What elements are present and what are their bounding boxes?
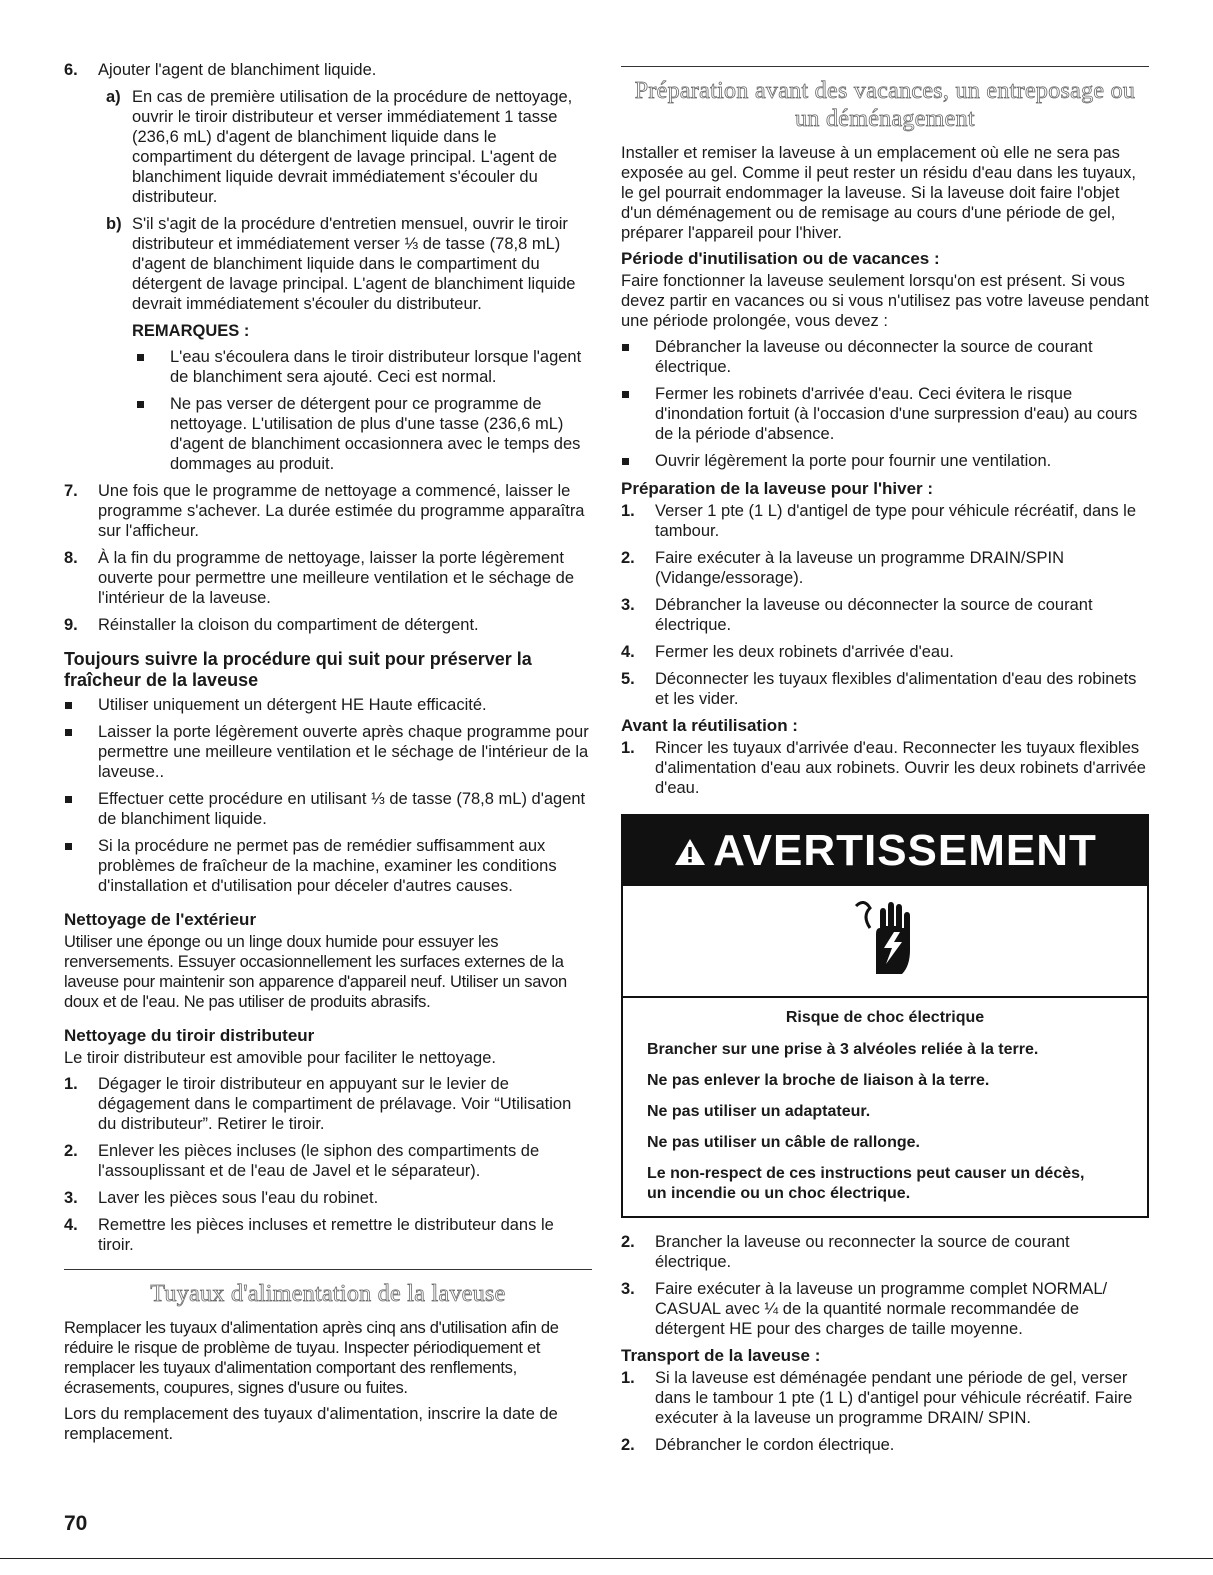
step-text: À la fin du programme de nettoyage, laisser la porte légèrement ouverte pour permettre une meilleure ventilation et le séchage de l'intérieur de la laveuse. — [98, 549, 575, 607]
vacation-heading: Période d'inutilisation ou de vacances : — [621, 249, 940, 268]
step-number: 5. — [621, 670, 635, 688]
hoses-paragraph: Remplacer les tuyaux d'alimentation après cinq ans d'utilisation afin de réduire le risque de problème de tuyau. Inspecter périodiquement et remplacer les tuyaux d'alimentation comportant des renflements, écrasements, coupures, signes d'usure ou fuites. — [64, 1319, 559, 1397]
remarks-list — [132, 347, 592, 474]
winter-step — [621, 501, 1149, 541]
step-text: Débrancher la laveuse ou déconnecter la source de courant électrique. — [655, 596, 1093, 634]
step-9 — [64, 615, 592, 635]
step-number: 4. — [621, 643, 635, 661]
step-number: 2. — [621, 1436, 635, 1454]
electric-shock-hand-icon — [850, 894, 920, 989]
remark-item: Ne pas verser de détergent pour ce programme de nettoyage. L'utilisation de plus d'une tasse (236,6 mL) d'agent de blanchiment occasionnera avec le temps des dommages au produit. — [132, 394, 592, 474]
reuse-step — [621, 738, 1149, 798]
remarks-title: REMARQUES : — [132, 322, 250, 340]
reuse-step — [621, 1232, 1149, 1272]
bottom-rule — [0, 1558, 1213, 1559]
vacation-intro: Faire fonctionner la laveuse seulement lorsqu'on est présent. Si vous devez partir en vacances ou si vous n'utilisez pas votre laveuse pendant une période prolongée, vous devez : — [621, 272, 1149, 330]
step-text: Débrancher le cordon électrique. — [655, 1436, 895, 1454]
dispenser-step — [64, 1215, 592, 1255]
sub-step-letter: b) — [106, 215, 122, 233]
step-number: 3. — [64, 1189, 78, 1207]
step-number: 1. — [621, 1369, 635, 1387]
step-number: 2. — [621, 1233, 635, 1251]
reuse-heading: Avant la réutilisation : — [621, 716, 798, 735]
warning-risk: Risque de choc électrique — [785, 1009, 985, 1026]
step-text: Faire exécuter à la laveuse un programme complet NORMAL/ CASUAL avec ¼ de la quantité normale recommandée de détergent HE pour des charges de taille moyenne. — [655, 1280, 1108, 1338]
step-number: 1. — [621, 502, 635, 520]
step-text: Ajouter l'agent de blanchiment liquide. — [98, 61, 377, 79]
sub-step-text: S'il s'agit de la procédure d'entretien mensuel, ouvrir le tiroir distributeur et immédiatement verser ⅓ de tasse (78,8 mL) d'agent de blanchiment liquide dans le compartiment du détergent de lavage principal. L'agent de blanchiment liquide devrait immédiatement s'écouler du distributeur. — [132, 215, 576, 313]
section-divider — [64, 1269, 592, 1270]
winter-step — [621, 642, 1149, 662]
warning-body — [623, 998, 1147, 1216]
step-number: 2. — [621, 549, 635, 567]
sub-step-text: En cas de première utilisation de la procédure de nettoyage, ouvrir le tiroir distributeur et verser immédiatement 1 tasse (236,6 mL) d'agent de blanchiment liquide dans le compartiment du détergent de lavage principal. L'agent de blanchiment liquide devrait immédiatement s'écouler du distributeur. — [132, 88, 573, 206]
warning-box — [621, 814, 1149, 1218]
vacation-bullet: Fermer les robinets d'arrivée d'eau. Ceci évitera le risque d'inondation fortuit (à l'occasion d'une surpression d'eau) au cours de la période d'absence. — [621, 384, 1149, 444]
exterior-text: Utiliser une éponge ou un linge doux humide pour essuyer les renversements. Essuyer occasionnellement les surfaces externes de la laveuse pour maintenir son apparence d'appareil neuf. Utiliser un savon doux et de l'eau. Ne pas utiliser de produits abrasifs. — [64, 933, 567, 1011]
exterior-heading: Nettoyage de l'extérieur — [64, 910, 257, 929]
prep-section-title: Préparation avant des vacances, un entreposage ou un déménagement — [634, 78, 1136, 132]
step-number: 2. — [64, 1142, 78, 1160]
step-6b — [98, 214, 592, 314]
page-number: 70 — [64, 1512, 88, 1535]
step-8 — [64, 548, 592, 608]
winter-step — [621, 595, 1149, 635]
dispenser-step — [64, 1074, 592, 1134]
right-column — [621, 60, 1149, 1462]
vacation-bullet: Ouvrir légèrement la porte pour fournir une ventilation. — [621, 451, 1149, 471]
step-number: 4. — [64, 1216, 78, 1234]
winter-heading: Préparation de la laveuse pour l'hiver : — [621, 479, 934, 498]
step-text: Faire exécuter à la laveuse un programme DRAIN/SPIN (Vidange/essorage). — [655, 549, 1065, 587]
step-text: Fermer les deux robinets d'arrivée d'eau. — [655, 643, 954, 661]
remark-item: L'eau s'écoulera dans le tiroir distributeur lorsque l'agent de blanchiment sera ajouté. Ceci est normal. — [132, 347, 592, 387]
step-number: 6. — [64, 61, 78, 79]
transport-step — [621, 1368, 1149, 1428]
warning-icon-area — [623, 886, 1147, 998]
step-number: 1. — [621, 739, 635, 757]
step-text: Enlever les pièces incluses (le siphon des compartiments de l'assouplissant et de l'eau de Javel et le séparateur). — [98, 1142, 540, 1180]
warning-triangle-icon — [673, 818, 707, 888]
warning-header — [623, 816, 1147, 886]
vacation-bullet: Débrancher la laveuse ou déconnecter la source de courant électrique. — [621, 337, 1149, 377]
freshness-bullet: Si la procédure ne permet pas de remédier suffisamment aux problèmes de fraîcheur de la machine, examiner les conditions d'installation et d'utilisation pour déceler d'autres causes. — [64, 836, 592, 896]
step-7 — [64, 481, 592, 541]
step-text: Déconnecter les tuyaux flexibles d'alimentation d'eau des robinets et les vider. — [655, 670, 1137, 708]
freshness-bullet: Effectuer cette procédure en utilisant ⅓ de tasse (78,8 mL) d'agent de blanchiment liquide. — [64, 789, 592, 829]
dispenser-step — [64, 1141, 592, 1181]
hoses-paragraph: Lors du remplacement des tuyaux d'alimentation, inscrire la date de remplacement. — [64, 1405, 558, 1443]
warning-line: Ne pas enlever la broche de liaison à la terre. — [647, 1072, 990, 1089]
transport-heading: Transport de la laveuse : — [621, 1346, 821, 1365]
hoses-section-title: Tuyaux d'alimentation de la laveuse — [150, 1281, 506, 1307]
step-text: Brancher la laveuse ou reconnecter la source de courant électrique. — [655, 1233, 1070, 1271]
step-6 — [64, 60, 592, 80]
warning-line: Ne pas utiliser un câble de rallonge. — [647, 1134, 920, 1151]
winter-step — [621, 548, 1149, 588]
step-text: Remettre les pièces incluses et remettre le distributeur dans le tiroir. — [98, 1216, 554, 1254]
step-text: Verser 1 pte (1 L) d'antigel de type pour véhicule récréatif, dans le tambour. — [655, 502, 1137, 540]
step-number: 8. — [64, 549, 78, 567]
freshness-heading: Toujours suivre la procédure qui suit pour préserver la fraîcheur de la laveuse — [64, 649, 532, 690]
step-text: Dégager le tiroir distributeur en appuyant sur le levier de dégagement dans le compartiment de prélavage. Voir “Utilisation du distributeur”. Retirer le tiroir. — [98, 1075, 572, 1133]
step-text: Réinstaller la cloison du compartiment de détergent. — [98, 616, 479, 634]
transport-step — [621, 1435, 1149, 1455]
step-text: Une fois que le programme de nettoyage a commencé, laisser le programme s'achever. La durée estimée du programme apparaîtra sur l'afficheur. — [98, 482, 585, 540]
prep-intro: Installer et remiser la laveuse à un emplacement où elle ne sera pas exposée au gel. Comme il peut rester un résidu d'eau dans les tuyaux, le gel pourrait endommager la laveuse. Si la laveuse doit faire l'objet d'un déménagement ou de remisage au cours d'une période de gel, préparer l'appareil pour l'hiver. — [621, 144, 1136, 242]
warning-title: AVERTISSEMENT — [713, 826, 1097, 875]
step-text: Laver les pièces sous l'eau du robinet. — [98, 1189, 379, 1207]
step-number: 1. — [64, 1075, 78, 1093]
step-number: 9. — [64, 616, 78, 634]
freshness-bullet: Laisser la porte légèrement ouverte après chaque programme pour permettre une meilleure ventilation et le séchage de l'intérieur de la laveuse.. — [64, 722, 592, 782]
freshness-bullet: Utiliser uniquement un détergent HE Haute efficacité. — [64, 695, 592, 715]
dispenser-step — [64, 1188, 592, 1208]
warning-line: Brancher sur une prise à 3 alvéoles reliée à la terre. — [647, 1041, 1039, 1058]
warning-line: Le non-respect de ces instructions peut causer un décès, un incendie ou un choc électrique. — [647, 1165, 1085, 1202]
step-6a — [98, 87, 592, 207]
step-text: Rincer les tuyaux d'arrivée d'eau. Reconnecter les tuyaux flexibles d'alimentation d'eau aux robinets. Ouvrir les deux robinets d'arrivée d'eau. — [655, 739, 1146, 797]
section-divider — [621, 66, 1149, 67]
reuse-step — [621, 1279, 1149, 1339]
sub-step-letter: a) — [106, 88, 121, 106]
dispenser-heading: Nettoyage du tiroir distributeur — [64, 1026, 315, 1045]
step-number: 3. — [621, 596, 635, 614]
step-number: 7. — [64, 482, 78, 500]
step-text: Si la laveuse est déménagée pendant une période de gel, verser dans le tambour 1 pte (1 L) d'antigel pour véhicule récréatif. Faire exécuter à la laveuse un programme DRAIN/ SPIN. — [655, 1369, 1133, 1427]
winter-step — [621, 669, 1149, 709]
left-column — [64, 60, 592, 1450]
step-number: 3. — [621, 1280, 635, 1298]
dispenser-intro: Le tiroir distributeur est amovible pour faciliter le nettoyage. — [64, 1049, 496, 1067]
warning-line: Ne pas utiliser un adaptateur. — [647, 1103, 871, 1120]
